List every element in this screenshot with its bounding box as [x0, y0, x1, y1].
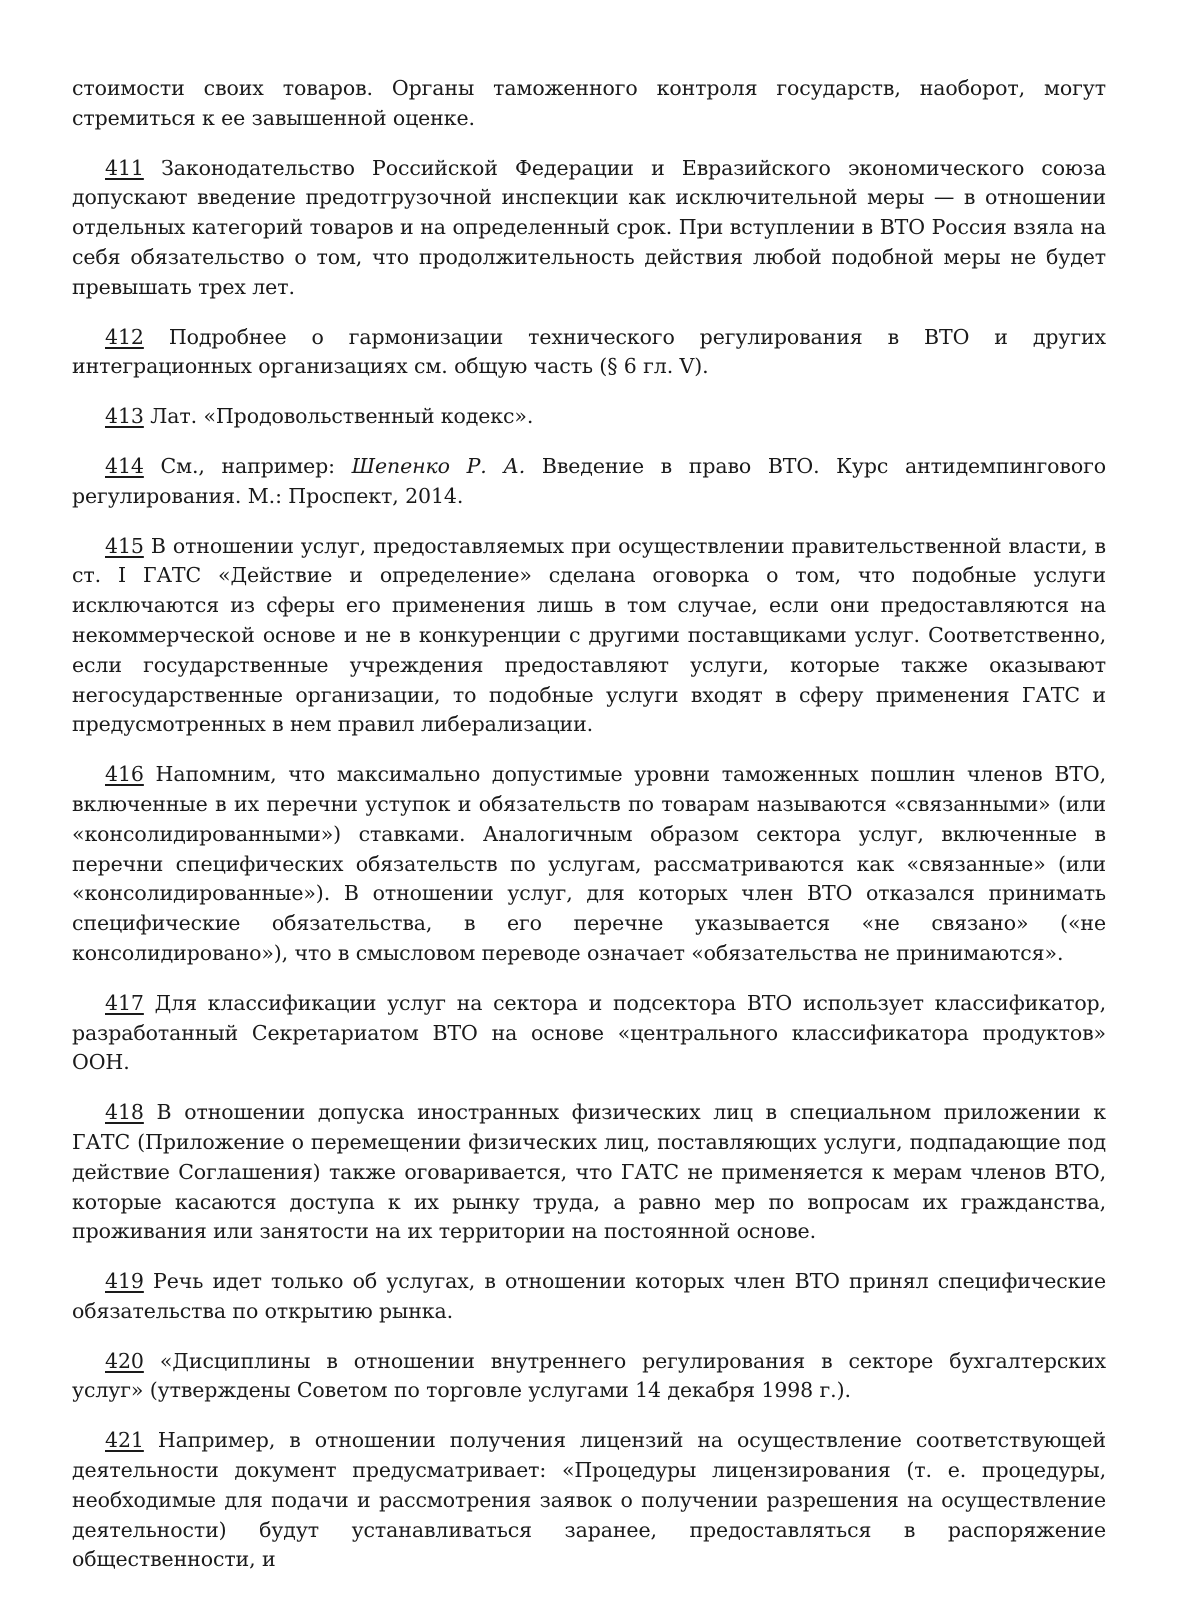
footnote-link-421[interactable]: 421 [105, 1428, 144, 1453]
footnote-text: В отношении услуг, предоставляемых при осуществлении правительственной власти, в ст. I ГАТС «Действие и определение» сделана оговорка о том, что подобные услуги исключаются из сферы его применения лишь в том случае, если они предоставляются на некоммерческой основе и не в конкуренции с другими поставщиками услуг. Соответственно, если государственные учреждения предоставляют услуги, которые также оказывают негосударственные организации, то подобные услуги входят в сферу применения ГАТС и предусмотренных в нем правил либерализации. [72, 533, 1106, 737]
footnote-419 [72, 1267, 1106, 1327]
footnote-text: Напомним, что максимально допустимые уровни таможенных пошлин членов ВТО, включенные в их перечни уступок и обязательств по товарам называются «связанными» (или «консолидированными») ставками. Аналогичным образом сектора услуг, включенные в перечни специфических обязательств по услугам, рассматриваются как «связанные» (или «консолидированные»). В отношении услуг, для которых член ВТО отказался принимать специфические обязательства, в его перечне указывается «не связано» («не консолидировано»), что в смысловом переводе означает «обязательства не принимаются». [72, 762, 1106, 965]
footnote-text-post: Введение в право ВТО. Курс антидемпингового регулирования. М.: Проспект, 2014. [72, 453, 1106, 508]
footnote-link-413[interactable]: 413 [105, 404, 144, 429]
footnote-text: Для классификации услуг на сектора и подсектора ВТО использует классификатор, разработанный Секретариатом ВТО на основе «центрального классификатора продуктов» ООН. [72, 990, 1106, 1075]
footnote-text: Законодательство Российской Федерации и Евразийского экономического союза допускают введение предотгрузочной инспекции как исключительной меры — в отношении отдельных категорий товаров и на определенный срок. При вступлении в ВТО Россия взяла на себя обязательство о том, что продолжительность действия любой подобной меры не будет превышать трех лет. [72, 155, 1106, 299]
footnote-416 [72, 760, 1106, 969]
document-page [72, 74, 1106, 1595]
footnote-414 [72, 452, 1106, 512]
footnote-author: Шепенко Р. А. [351, 453, 526, 478]
footnote-link-419[interactable]: 419 [105, 1269, 144, 1294]
footnote-link-411[interactable]: 411 [105, 155, 144, 180]
footnote-text: Подробнее о гармонизации технического регулирования в ВТО и других интеграционных организациях см. общую часть (§ 6 гл. V). [72, 324, 1106, 379]
footnote-link-414[interactable]: 414 [105, 453, 144, 478]
footnote-link-416[interactable]: 416 [105, 762, 144, 787]
footnote-text-pre: См., например: [143, 453, 352, 478]
footnote-link-412[interactable]: 412 [105, 324, 144, 349]
footnote-text: «Дисциплины в отношении внутреннего регулирования в секторе бухгалтерских услуг» (утверждены Советом по торговле услугами 14 декабря 1998 г.). [72, 1348, 1106, 1403]
footnote-text: Речь идет только об услугах, в отношении которых член ВТО принял специфические обязательства по открытию рынка. [72, 1269, 1106, 1323]
footnote-421 [72, 1426, 1106, 1575]
footnote-411 [72, 154, 1106, 303]
footnote-413 [72, 402, 1106, 432]
footnote-link-417[interactable]: 417 [105, 990, 144, 1015]
footnote-417 [72, 989, 1106, 1078]
footnote-415 [72, 532, 1106, 741]
intro-paragraph: стоимости своих товаров. Органы таможенного контроля государств, наоборот, могут стремиться к ее завышенной оценке. [72, 76, 1106, 130]
footnote-420 [72, 1347, 1106, 1407]
footnote-418 [72, 1098, 1106, 1247]
footnote-text: Лат. «Продовольственный кодекс». [143, 404, 534, 429]
footnote-link-415[interactable]: 415 [105, 533, 144, 558]
footnote-412 [72, 323, 1106, 383]
footnote-text: Например, в отношении получения лицензий на осуществление соответствующей деятельности документ предусматривает: «Процедуры лицензирования (т. е. процедуры, необходимые для подачи и рассмотрения заявок о получении разрешения на осуществление деятельности) будут устанавливаться заранее, предоставляться в распоряжение общественности, и [72, 1428, 1106, 1572]
footnote-link-420[interactable]: 420 [105, 1348, 144, 1373]
footnote-link-418[interactable]: 418 [105, 1100, 144, 1125]
footnote-text: В отношении допуска иностранных физических лиц в специальном приложении к ГАТС (Приложение о перемещении физических лиц, поставляющих услуги, подпадающие под действие Соглашения) также оговаривается, что ГАТС не применяется к мерам членов ВТО, которые касаются доступа к их рынку труда, а равно мер по вопросам их гражданства, проживания или занятости на их территории на постоянной основе. [72, 1100, 1106, 1244]
